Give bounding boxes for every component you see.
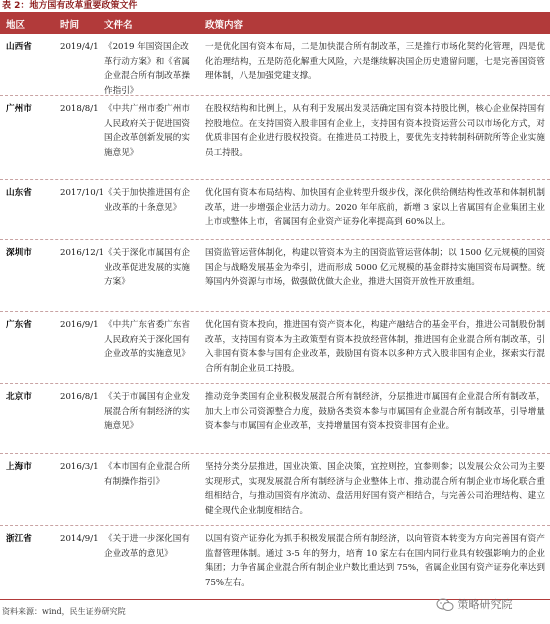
date-cell: 2014/9/1 [60,534,99,544]
date-cell: 2019/4/1 [60,42,99,52]
date-cell: 2016/12/1 [60,248,105,258]
region-cell: 广州市 [6,104,32,114]
policy-cell: 推动竞争类国有企业积极发展混合所有制经济，分层推进市属国有企业混合所有制改革，加大上市公司资源整合力度，鼓励各类资本参与市属国有企业混合所有制改革，引导增量资本参与市属国有企业改革，支持增量国有资本投资非国有企业。 [205,392,545,431]
table-row [0,96,550,180]
table-row [0,526,550,600]
region-cell: 浙江省 [6,534,32,544]
region-cell: 山东省 [6,188,32,198]
region-cell: 北京市 [6,392,32,402]
region-cell: 上海市 [6,462,32,472]
header-date: 时间 [60,20,80,31]
source-note: 资料来源：wind，民生证券研究院 [2,607,126,616]
header-file: 文件名 [104,20,133,31]
table-row [0,384,550,454]
date-cell: 2016/8/1 [60,392,99,402]
policy-cell: 一是优化国有资本布局，二是加快混合所有制改革，三是推行市场化契约化管理，四是优化治理结构，五是防范化解重大风险，六是继续解决国企历史遗留问题，七是完善国资管理体制，八是加强党建支撑。 [205,42,545,81]
table-title: 表 2：地方国有改革重要政策文件 [2,1,138,11]
date-cell: 2016/3/1 [60,462,99,472]
file-cell: 《关于市属国有企业发展混合所有制经济的实施意见》 [104,392,190,431]
file-cell: 《中共广州市委广州市人民政府关于促进国资国企改革创新发展的实施意见》 [104,104,190,158]
file-cell: 《关于进一步深化国有企业改革的意见》 [104,534,190,559]
header-policy: 政策内容 [205,20,244,31]
policy-cell: 优化国有资本投向，推进国有资产资本化，构建产融结合的基金平台，推进公司制股份制改革，支持国有资本为主政策型有资本投放经营体制，推进国有企业混合所有制改革，引入非国有资本参与国有企业改革，鼓励国有资本以多种方式入股非国有企业，探索实行混合所有制企业员工持股。 [205,320,545,374]
region-cell: 深圳市 [6,248,32,258]
table-header [0,12,550,34]
policy-cell: 国资监管运营体制化，构建以管资本为主的国资监管运营体制；以 1500 亿元规模的国资国企与战略发展基金为牵引，进而形成 5000 亿元规模的基金群持实施国资布局调整。统筹国内外资源与市场，做强做优做大企业，推进大国资开放性开放重组。 [205,248,545,287]
policy-cell: 优化国有资本布局结构、加快国有企业转型升级步伐，深化供给侧结构性改革和体制机制改革，进一步增强企业活力动力。2020 年年底前，新增 3 家以上省属国有企业集团主业上市或整体上市，省属国有企业资产证券化率提高到 60%以上。 [205,188,545,227]
policy-cell: 坚持分类分层推进，国业决策、国企决策，宜控则控，宜参则参；以发展公众公司为主要实现形式，实现发展混合所有制经济与企业整体上市、推动混合所有制企业市场化联合重组相结合，与推动国资有序流动、盘活用好国有资产相结合，与完善公司治理结构、建立健全现代企业制度相结合。 [205,462,545,516]
policy-cell: 在股权结构和比例上，从有利于发展出发灵活确定国有资本持股比例，核心企业保持国有控股地位。在支持国资入股非国有企业上，支持国有资本投资运营公司以市场化方式，对优质非国有企业进行股权投资。在推进员工持股上，要优先支持转制科研院所等企业实施员工持股。 [205,104,545,158]
table-row [0,312,550,384]
date-cell: 2017/10/1 [60,188,105,198]
region-cell: 山西省 [6,42,32,52]
watermark [436,596,513,612]
table-row [0,34,550,96]
date-cell: 2016/9/1 [60,320,99,330]
wechat-icon [436,598,454,612]
file-cell: 《关于加快推进国有企业改革的十条意见》 [104,188,190,213]
file-cell: 《关于深化市属国有企业改革促进发展的实施方案》 [104,248,190,287]
header-region: 地区 [6,20,26,31]
file-cell: 《2019 年国资国企改革行动方案》和《省属企业混合所有制改革操作指引》 [104,42,190,96]
file-cell: 《中共广东省委广东省人民政府关于深化国有企业改革的实施意见》 [104,320,190,359]
region-cell: 广东省 [6,320,32,330]
table-row [0,240,550,312]
table-row [0,454,550,526]
date-cell: 2018/8/1 [60,104,99,114]
table-row [0,180,550,240]
watermark-text: 策略研究院 [457,598,513,611]
policy-cell: 以国有资产证券化为抓手积极发展混合所有制经济，以向管资本转变为方向完善国有资产监督管理体制。通过 3-5 年的努力，培育 10 家左右在国内同行业具有较强影响力的企业集团；力争省属企业混合所有制企业户数比重达到 75%，省属企业国有资产证券化率达到 75%左右。 [205,534,545,588]
file-cell: 《本市国有企业混合所有制操作指引》 [104,462,190,487]
